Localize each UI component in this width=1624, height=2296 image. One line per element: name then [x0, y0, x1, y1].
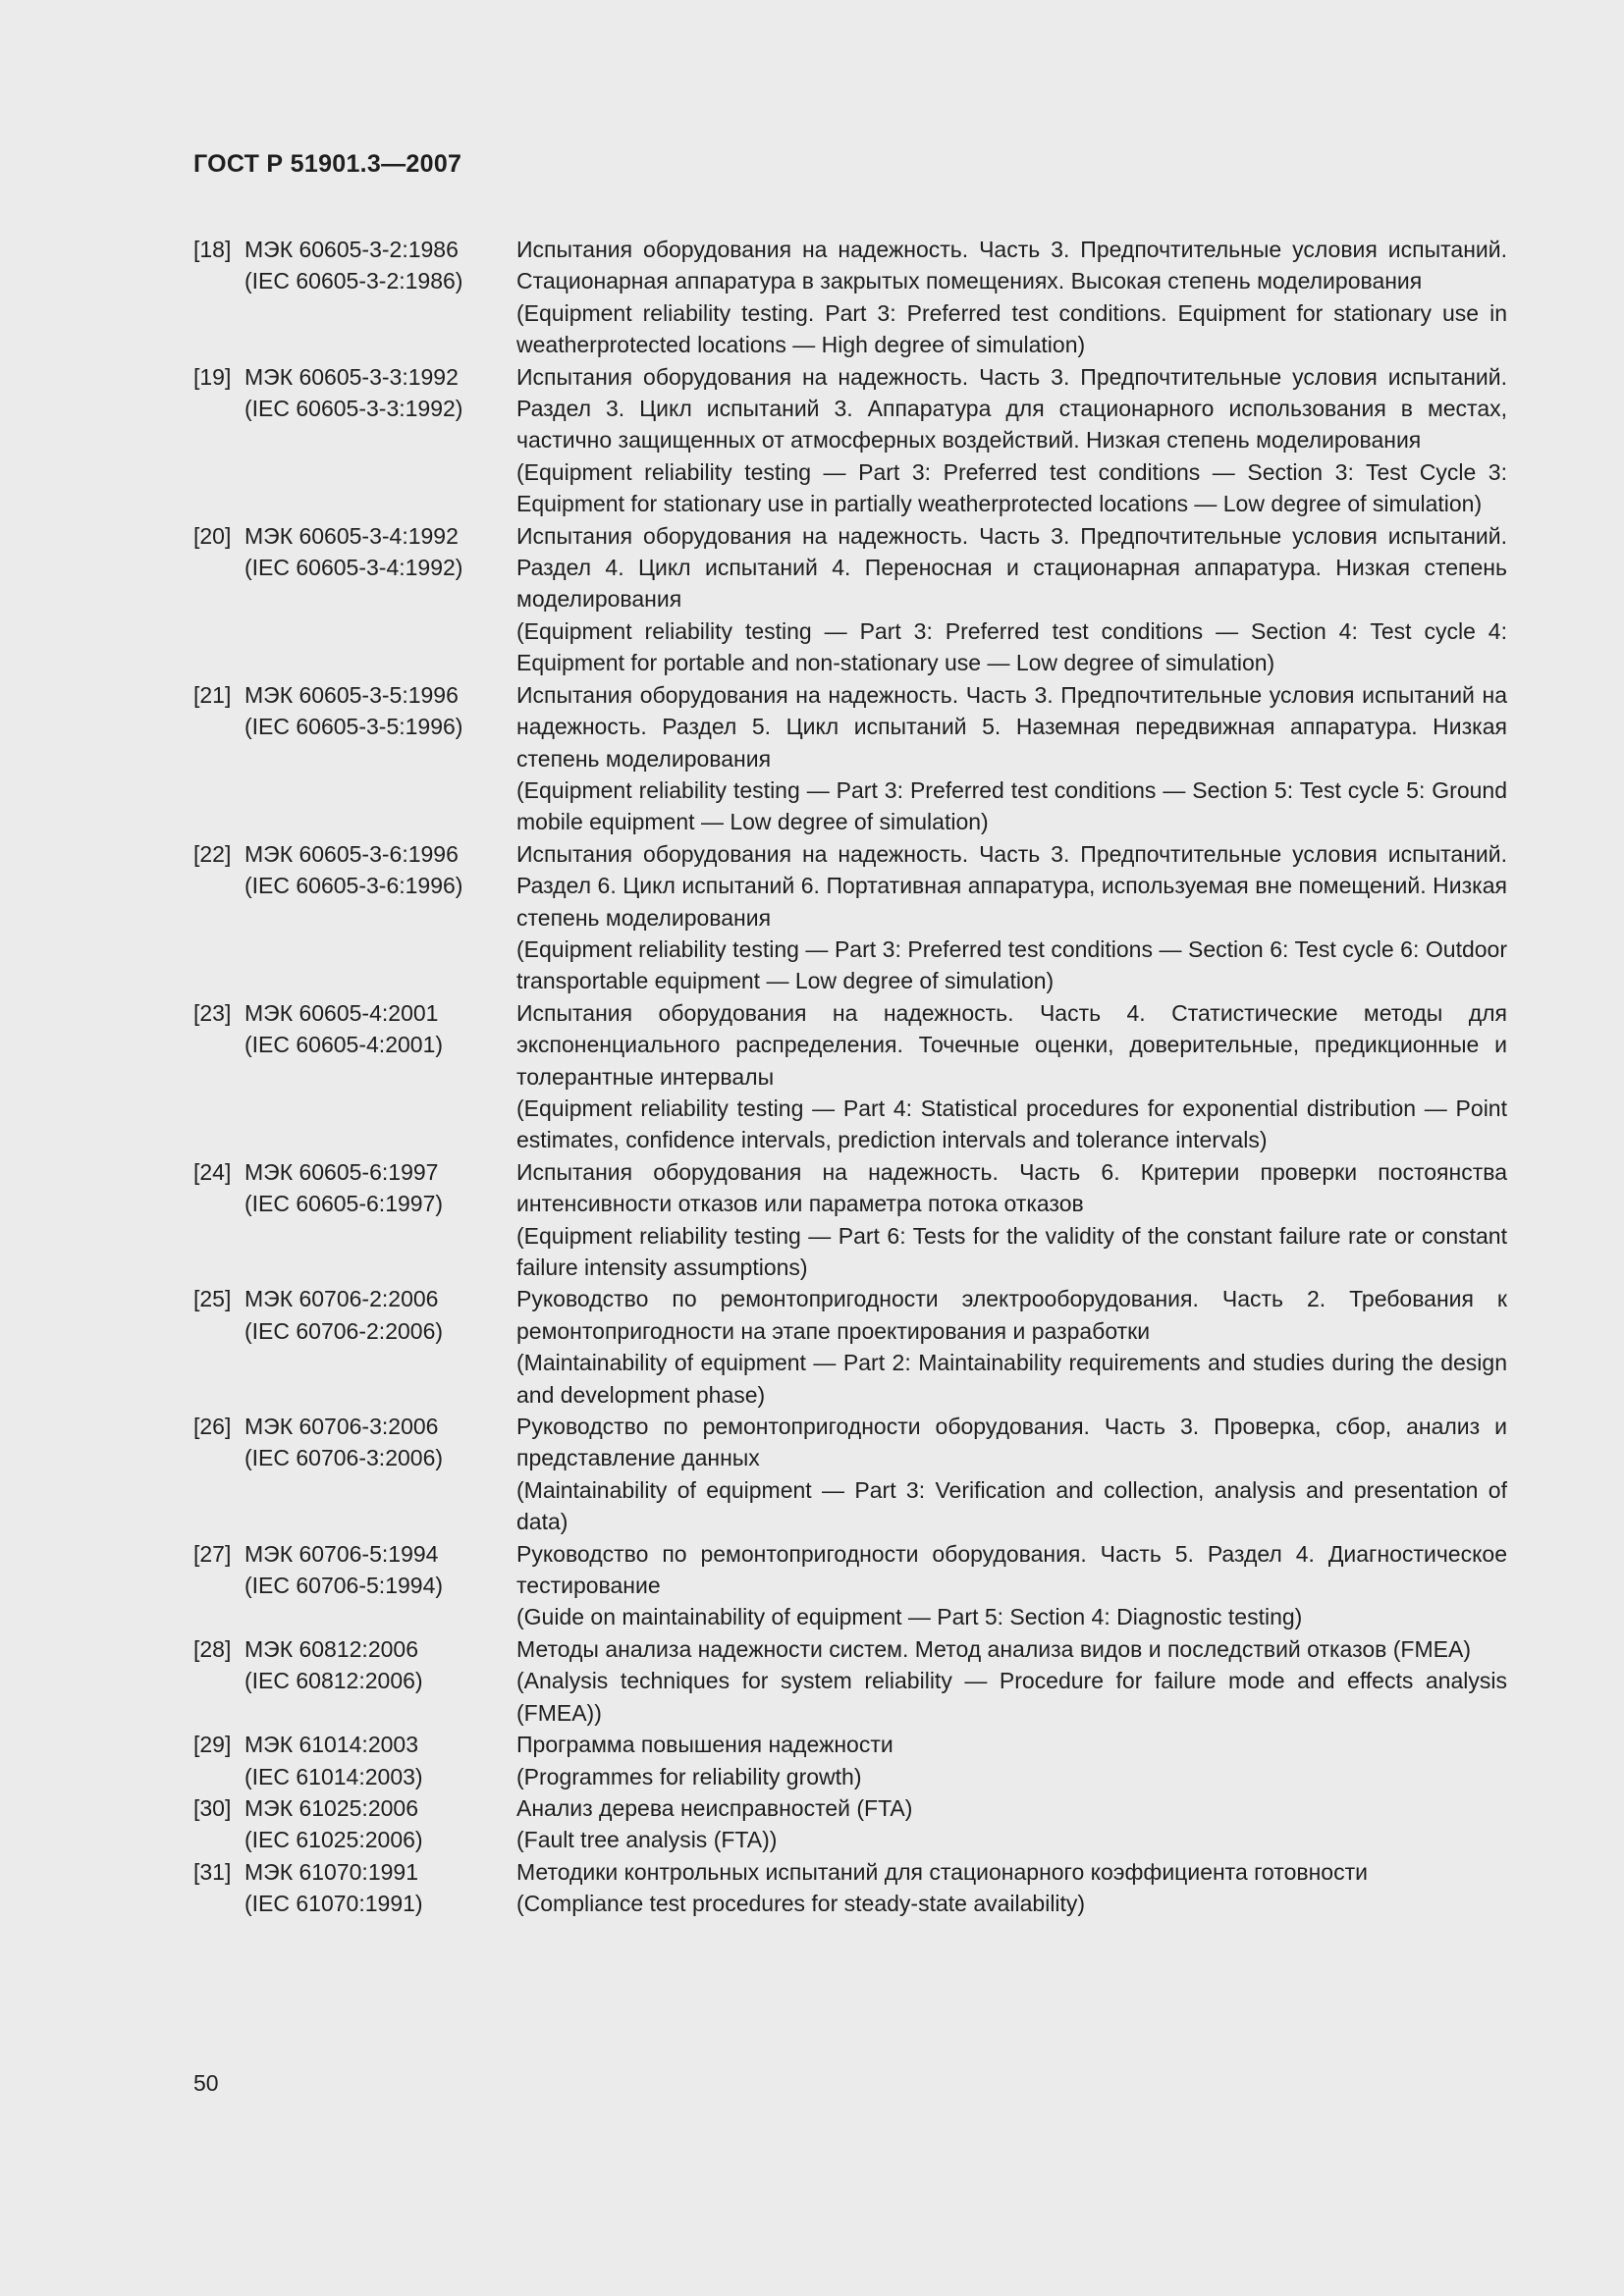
title-ru: Испытания оборудования на надежность. Часть 6. Критерии проверки постоянства интенсивности отказов или параметра потока отказов [516, 1158, 1507, 1217]
reference-code [244, 679, 516, 838]
standard-code-en: (IEC 60706-3:2006) [244, 1445, 444, 1471]
reference-description [516, 520, 1507, 679]
reference-item [193, 1538, 1507, 1633]
reference-number: [31] [193, 1858, 232, 1885]
reference-description [516, 1729, 1507, 1792]
standard-code-ru: МЭК 61025:2006 [244, 1794, 418, 1821]
standard-code-ru: МЭК 60605-3-5:1996 [244, 681, 459, 708]
title-ru: Руководство по ремонтопригодности электрооборудования. Часть 2. Требования к ремонтопригодности на этапе проектирования и разработки [516, 1286, 1507, 1344]
title-ru: Руководство по ремонтопригодности оборудования. Часть 3. Проверка, сбор, анализ и представление данных [516, 1414, 1507, 1471]
reference-item [193, 520, 1507, 679]
reference-number: [30] [193, 1794, 232, 1821]
reference-number: [21] [193, 681, 232, 708]
standard-code-ru: МЭК 60605-3-6:1996 [244, 840, 459, 867]
standard-code-en: (IEC 60605-3-4:1992) [244, 555, 463, 581]
standard-code-en: (IEC 60605-3-2:1986) [244, 268, 463, 294]
standard-code-en: (IEC 60605-4:2001) [244, 1032, 444, 1058]
title-ru: Испытания оборудования на надежность. Часть 3. Предпочтительные условия испытаний. Стационарная аппаратура в закрытых помещениях. Высокая степень моделирования [516, 237, 1507, 294]
reference-item [193, 679, 1507, 838]
standard-code-ru: МЭК 60605-3-4:1992 [244, 522, 459, 549]
reference-item [193, 1729, 1507, 1792]
reference-number: [18] [193, 237, 232, 262]
reference-number: [20] [193, 522, 232, 549]
standard-code-en: (IEC 60706-2:2006) [244, 1317, 444, 1344]
reference-item [193, 1411, 1507, 1538]
reference-description [516, 1792, 1507, 1856]
reference-item [193, 361, 1507, 520]
reference-code [244, 1156, 516, 1284]
reference-item [193, 1792, 1507, 1856]
title-en: (Maintainability of equipment — Part 3: Verification and collection, analysis and presentation of data) [516, 1476, 1507, 1535]
standard-code-en: (IEC 60605-6:1997) [244, 1191, 444, 1217]
reference-number: [24] [193, 1158, 232, 1185]
standard-code-ru: МЭК 60605-3-3:1992 [244, 363, 459, 390]
reference-item [193, 1856, 1507, 1920]
reference-description [516, 1156, 1507, 1284]
standard-code-en: (IEC 60605-3-3:1992) [244, 396, 463, 422]
standard-code-ru: МЭК 60605-4:2001 [244, 999, 439, 1026]
reference-number: [25] [193, 1286, 232, 1312]
reference-number: [26] [193, 1414, 232, 1440]
reference-item [193, 1156, 1507, 1284]
title-en: (Compliance test procedures for steady-state availability) [516, 1891, 1086, 1917]
reference-code [244, 1411, 516, 1538]
reference-code [244, 838, 516, 997]
standard-code-en: (IEC 60812:2006) [244, 1668, 423, 1694]
reference-description [516, 1283, 1507, 1411]
title-en: (Guide on maintainability of equipment — Part 5: Section 4: Diagnostic testing) [516, 1604, 1303, 1630]
standard-code-en: (IEC 60605-3-6:1996) [244, 873, 463, 899]
reference-code [244, 1538, 516, 1633]
standard-code-ru: МЭК 60605-6:1997 [244, 1158, 439, 1185]
reference-code [244, 1729, 516, 1792]
title-en: (Equipment reliability testing — Part 3: Preferred test conditions — Section 3: Test Cycle 3: Equipment for stationary use in partially weatherprotected locations — Low degree of simulation) [516, 458, 1507, 517]
title-ru: Методики контрольных испытаний для стационарного коэффициента готовности [516, 1858, 1368, 1885]
reference-code [244, 234, 516, 361]
standard-code-ru: МЭК 60706-5:1994 [244, 1540, 439, 1567]
reference-code [244, 1283, 516, 1411]
title-en: (Programmes for reliability growth) [516, 1763, 862, 1789]
reference-code [244, 1792, 516, 1856]
reference-description [516, 1411, 1507, 1538]
standard-code-en: (IEC 60706-5:1994) [244, 1573, 444, 1599]
standard-code-ru: МЭК 60706-3:2006 [244, 1414, 439, 1440]
title-en: (Fault tree analysis (FTA)) [516, 1827, 778, 1853]
reference-description [516, 234, 1507, 361]
title-en: (Analysis techniques for system reliability — Procedure for failure mode and effects analysis (FMEA)) [516, 1668, 1507, 1726]
reference-description [516, 361, 1507, 520]
standard-code-ru: МЭК 60812:2006 [244, 1635, 418, 1662]
standard-code-en: (IEC 61014:2003) [244, 1763, 423, 1789]
reference-code [244, 1633, 516, 1729]
reference-item [193, 1633, 1507, 1729]
standard-code-en: (IEC 61025:2006) [244, 1827, 423, 1853]
reference-description [516, 997, 1507, 1156]
title-en: (Maintainability of equipment — Part 2: Maintainability requirements and studies during the design and development phase) [516, 1350, 1507, 1408]
title-ru: Испытания оборудования на надежность. Часть 3. Предпочтительные условия испытаний. Раздел 4. Цикл испытаний 4. Переносная и стационарная аппаратура. Низкая степень моделирования [516, 522, 1507, 613]
reference-item [193, 1283, 1507, 1411]
title-ru: Анализ дерева неисправностей (FTA) [516, 1794, 913, 1821]
title-ru: Методы анализа надежности систем. Метод анализа видов и последствий отказов (FMEA) [516, 1635, 1471, 1662]
reference-code [244, 1856, 516, 1920]
standard-code-en: (IEC 60605-3-5:1996) [244, 714, 463, 740]
reference-item [193, 234, 1507, 361]
title-en: (Equipment reliability testing — Part 3: Preferred test conditions — Section 6: Test cycle 6: Outdoor transportable equipment — Low degree of simulation) [516, 935, 1507, 994]
reference-description [516, 679, 1507, 838]
page-number: 50 [193, 2070, 219, 2096]
standard-code-ru: МЭК 60605-3-2:1986 [244, 237, 459, 262]
reference-code [244, 520, 516, 679]
title-en: (Equipment reliability testing — Part 3: Preferred test conditions — Section 5: Test cycle 5: Ground mobile equipment — Low degree of simulation) [516, 776, 1507, 835]
reference-number: [27] [193, 1540, 232, 1567]
reference-number: [28] [193, 1635, 232, 1662]
reference-description [516, 838, 1507, 997]
title-ru: Руководство по ремонтопригодности оборудования. Часть 5. Раздел 4. Диагностическое тестирование [516, 1540, 1507, 1599]
reference-description [516, 1856, 1507, 1920]
reference-item [193, 997, 1507, 1156]
reference-number: [19] [193, 363, 232, 390]
title-en: (Equipment reliability testing — Part 6: Tests for the validity of the constant failure rate or constant failure intensity assumptions) [516, 1222, 1507, 1280]
title-en: (Equipment reliability testing — Part 3: Preferred test conditions — Section 4: Test cycle 4: Equipment for portable and non-stationary use — Low degree of simulation) [516, 617, 1507, 676]
document-header: ГОСТ Р 51901.3—2007 [193, 150, 462, 178]
reference-description [516, 1633, 1507, 1729]
reference-number: [23] [193, 999, 232, 1026]
title-ru: Программа повышения надежности [516, 1732, 893, 1758]
reference-item [193, 838, 1507, 997]
title-ru: Испытания оборудования на надежность. Часть 3. Предпочтительные условия испытаний. Раздел 3. Цикл испытаний 3. Аппаратура для стационарного использования в местах, частично защищенных от атмосферных воздействий. Низкая степень моделирования [516, 363, 1507, 454]
title-en: (Equipment reliability testing. Part 3: Preferred test conditions. Equipment for stationary use in weatherprotected locations — High degree of simulation) [516, 299, 1507, 358]
title-ru: Испытания оборудования на надежность. Часть 3. Предпочтительные условия испытаний. Раздел 6. Цикл испытаний 6. Портативная аппаратура, используемая вне помещений. Низкая степень моделирования [516, 840, 1507, 931]
standard-code-ru: МЭК 60706-2:2006 [244, 1286, 439, 1312]
reference-list [193, 234, 1507, 1920]
reference-code [244, 361, 516, 520]
standard-code-ru: МЭК 61014:2003 [244, 1732, 418, 1758]
title-en: (Equipment reliability testing — Part 4: Statistical procedures for exponential distribution — Point estimates, confidence intervals, prediction intervals and tolerance intervals) [516, 1095, 1507, 1153]
title-ru: Испытания оборудования на надежность. Часть 3. Предпочтительные условия испытаний на надежность. Раздел 5. Цикл испытаний 5. Наземная передвижная аппаратура. Низкая степень моделирования [516, 681, 1507, 772]
reference-code [244, 997, 516, 1156]
standard-code-en: (IEC 61070:1991) [244, 1891, 423, 1917]
reference-number: [29] [193, 1732, 232, 1758]
reference-number: [22] [193, 840, 232, 867]
standard-code-ru: МЭК 61070:1991 [244, 1858, 418, 1885]
reference-description [516, 1538, 1507, 1633]
title-ru: Испытания оборудования на надежность. Часть 4. Статистические методы для экспоненциального распределения. Точечные оценки, доверительные, предикционные и толерантные интервалы [516, 999, 1507, 1090]
